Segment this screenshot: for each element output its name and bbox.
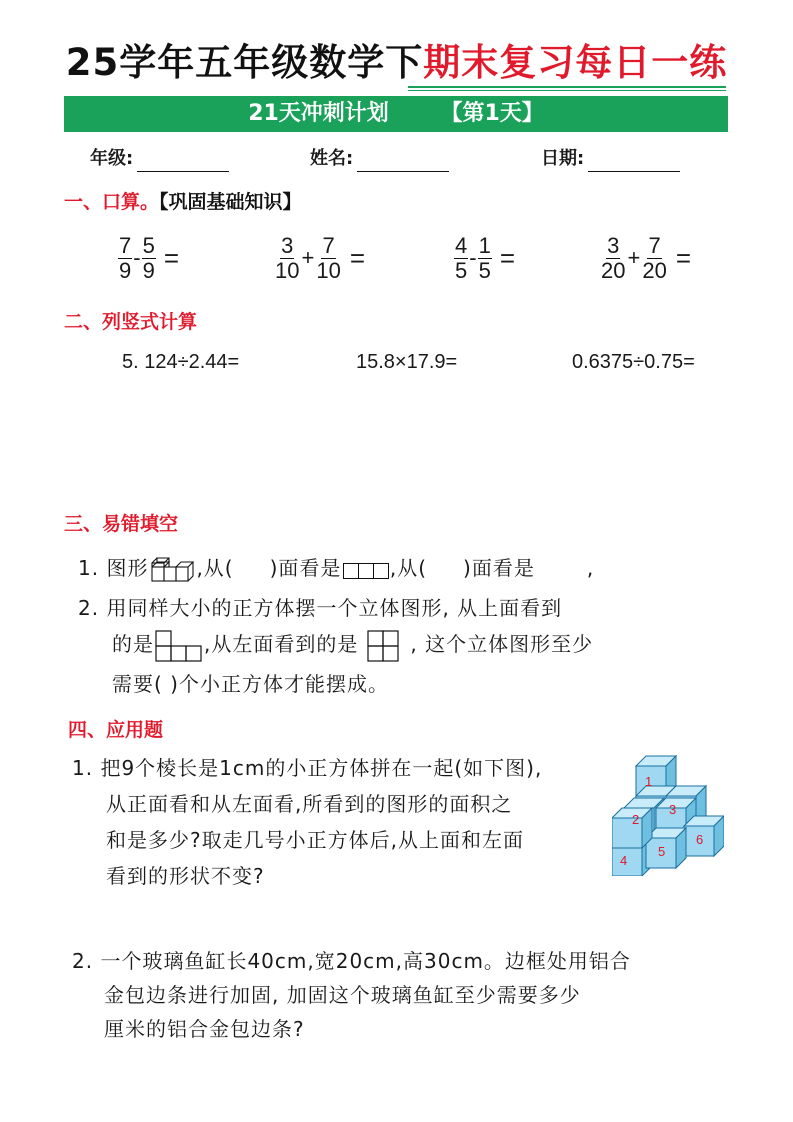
numerator: 3 <box>607 232 620 258</box>
equals-sign: = <box>675 242 692 273</box>
top-view-icon <box>154 629 204 663</box>
fill-question-1 <box>78 548 594 590</box>
word-problem-2-line: 2. 一个玻璃鱼缸长40cm,宽20cm,高30cm。边框处用铝合 <box>72 949 631 973</box>
fill-question-2-line-3: 需要( )个小正方体才能摆成。 <box>112 672 389 696</box>
numerator: 3 <box>281 232 294 258</box>
title-underline <box>408 86 726 88</box>
cube-label-3: 3 <box>669 802 677 817</box>
section-2-heading: 二、列竖式计算 <box>64 311 198 333</box>
banner-day: 【第1天】 <box>440 101 544 126</box>
date-field[interactable] <box>541 146 680 172</box>
q1-text-d: ,从( <box>389 556 428 580</box>
numerator: 4 <box>455 232 468 258</box>
q1-text-c: )面看是 <box>269 556 342 580</box>
denominator: 5 <box>478 257 491 283</box>
denominator: 5 <box>455 257 468 283</box>
three-squares-view <box>343 550 387 590</box>
q1-text-b: ,从( <box>196 556 234 580</box>
denominator: 20 <box>642 257 667 283</box>
q2-text-b: ,从左面看到的是 <box>204 632 359 656</box>
word-problem-2 <box>72 944 631 1046</box>
section-1-heading <box>64 188 302 216</box>
fraction <box>478 234 492 283</box>
denominator: 20 <box>601 257 626 283</box>
name-field[interactable] <box>310 146 449 172</box>
q1-text-a: 1. 图形 <box>78 556 149 580</box>
equals-sign: = <box>499 242 516 273</box>
fraction <box>315 234 341 283</box>
name-blank[interactable] <box>357 154 449 172</box>
word-problem-1-line: 1. 把9个棱长是1cm的小正方体拼在一起(如下图), <box>72 756 543 780</box>
solid-figure-icon <box>148 557 196 583</box>
numerator: 1 <box>478 232 491 258</box>
fraction-problem-1 <box>118 228 179 288</box>
cube-label-2: 2 <box>632 812 640 827</box>
numerator: 5 <box>142 232 155 258</box>
cube-label-5: 5 <box>658 844 666 859</box>
cube-label-4: 4 <box>620 853 628 868</box>
title-highlight: 期末复习每日一练 <box>423 41 728 84</box>
equals-sign: = <box>349 242 366 273</box>
numerator: 7 <box>119 232 132 258</box>
cube-label-6: 6 <box>696 832 704 847</box>
left-view-icon <box>364 629 404 663</box>
calc-problem-3: 0.6375÷0.75= <box>572 351 695 373</box>
numerator: 7 <box>648 232 661 258</box>
banner-plan: 21天冲刺计划 <box>248 101 389 126</box>
grade-label: 年级: <box>90 148 134 169</box>
fraction-problem-4 <box>600 228 691 288</box>
cube-stack-figure <box>612 752 724 876</box>
fill-question-2-line-1: 2. 用同样大小的正方体摆一个立体图形, 从上面看到 <box>78 596 563 620</box>
cube <box>684 816 724 856</box>
fraction <box>142 234 156 283</box>
denominator: 10 <box>316 257 341 283</box>
fill-question-2-line-2 <box>112 624 593 664</box>
date-blank[interactable] <box>588 154 680 172</box>
section-1-label: 一、口算。 <box>64 191 160 213</box>
cube-label-1: 1 <box>645 774 653 789</box>
calc-problem-1: 5. 124÷2.44= <box>122 351 240 373</box>
q1-text-f: , <box>586 556 595 580</box>
word-problem-1 <box>72 750 542 894</box>
fraction-problem-2 <box>274 228 365 288</box>
grade-blank[interactable] <box>137 154 229 172</box>
calc-problem-2: 15.8×17.9= <box>356 351 458 373</box>
operator: + <box>627 245 641 270</box>
operator: - <box>469 245 477 270</box>
date-label: 日期: <box>541 148 585 169</box>
plan-banner <box>64 96 728 132</box>
title-main: 25学年五年级数学下 <box>65 41 424 84</box>
word-problem-2-line: 厘米的铝合金包边条? <box>104 1017 305 1041</box>
fraction <box>600 234 626 283</box>
operator: - <box>133 245 141 270</box>
fraction <box>641 234 667 283</box>
denominator: 9 <box>119 257 132 283</box>
word-problem-1-line: 从正面看和从左面看,所看到的图形的面积之 <box>106 792 513 816</box>
fraction <box>454 234 468 283</box>
name-label: 姓名: <box>310 148 354 169</box>
word-problem-2-line: 金包边条进行加固, 加固这个玻璃鱼缸至少需要多少 <box>104 983 581 1007</box>
q2-text-c: , 这个立体图形至少 <box>410 632 594 656</box>
numerator: 7 <box>322 232 335 258</box>
fraction <box>118 234 132 283</box>
section-1-note: 【巩固基础知识】 <box>159 191 302 213</box>
operator: + <box>301 245 315 270</box>
denominator: 10 <box>275 257 300 283</box>
section-4-heading: 四、应用题 <box>68 719 164 741</box>
equals-sign: = <box>163 242 180 273</box>
q1-text-e: )面看是 <box>463 556 535 580</box>
section-3-heading: 三、易错填空 <box>64 513 179 535</box>
denominator: 9 <box>142 257 155 283</box>
page-title <box>0 38 793 88</box>
word-problem-1-line: 和是多少?取走几号小正方体后,从上面和左面 <box>106 828 524 852</box>
grade-field[interactable] <box>90 146 229 172</box>
fraction-problem-3 <box>454 228 515 288</box>
word-problem-1-line: 看到的形状不变? <box>106 864 265 888</box>
title-underline-thin <box>408 90 726 91</box>
fraction <box>274 234 300 283</box>
q2-text-a: 的是 <box>112 632 154 656</box>
